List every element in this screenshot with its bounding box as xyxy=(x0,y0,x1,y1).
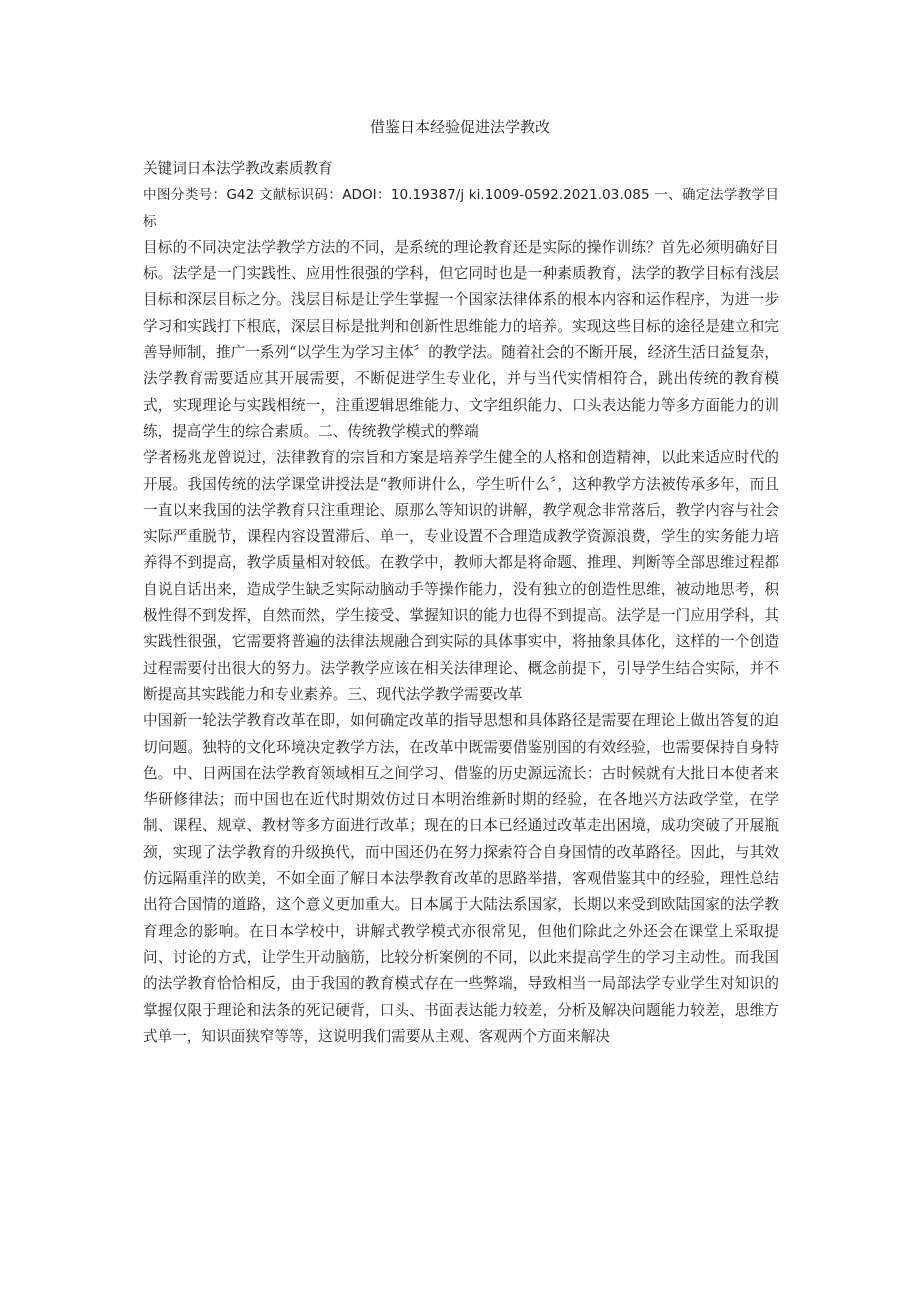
document-body xyxy=(143,156,779,1050)
document-title: 借鉴日本经验促进法学教改 xyxy=(369,118,550,136)
classification-line: 中图分类号：G42 文献标识码：ADOI：10.19387/j ki.1009-0592.2021.03.085 一、确定法学教学目标 xyxy=(143,187,779,230)
paragraph-goals: 目标的不同决定法学教学方法的不同，是系统的理论教育还是实际的操作训练？首先必须明确好目标。法学是一门实践性、应用性很强的学科，但它同时也是一种素质教育，法学的教学目标有浅层目标和深层目标之分。浅层目标是让学生掌握一个国家法律体系的根本内容和运作程序，为进一步学习和实践打下根底，深层目标是批判和创新性思维能力的培养。实现这些目标的途径是建立和完善导师制，推广一系列“以学生为学习主体〞的教学法。随着社会的不断开展，经济生活日益复杂，法学教育需要适应其开展需要，不断促进学生专业化，并与当代实情相符合，跳出传统的教育模式，实现理论与实践相统一，注重逻辑思维能力、文字组织能力、口头表达能力等多方面能力的训练，提高学生的综合素质。二、传统教学模式的弊端 xyxy=(143,238,779,440)
paragraph-traditional-model: 学者杨兆龙曾说过，法律教育的宗旨和方案是培养学生健全的人格和创造精神，以此来适应时代的开展。我国传统的法学课堂讲授法是“教师讲什么，学生听什么〞，这种教学方法被传承多年，而且一直以来我国的法学教育只注重理论、原那么等知识的讲解，教学观念非常落后，教学内容与社会实际严重脱节，课程内容设置滞后、单一，专业设置不合理造成教学资源浪费，学生的实务能力培养得不到提高，教学质量相对较低。在教学中，教师大都是将命题、推理、判断等全部思维过程都自说自话出来，造成学生缺乏实际动脑动手等操作能力，没有独立的创造性思维，被动地思考，积极性得不到发挥，自然而然，学生接受、掌握知识的能力也得不到提高。法学是一门应用学科，其实践性很强，它需要将普遍的法律法规融合到实际的具体事实中，将抽象具体化，这样的一个创造过程需要付出很大的努力。法学教学应该在相关法律理论、概念前提下，引导学生结合实际，并不断提高其实践能力和专业素养。三、现代法学教学需要改革 xyxy=(143,449,779,703)
keywords-line: 关键词日本法学教改素质教育 xyxy=(143,160,333,177)
paragraph-reform: 中国新一轮法学教育改革在即，如何确定改革的指导思想和具体路径是需要在理论上做出答复的迫切问题。独特的文化环境决定教学方法，在改革中既需要借鉴别国的有效经验，也需要保持自身特色。中、日两国在法学教育领域相互之间学习、借鉴的历史源远流长：古时候就有大批日本使者来华研修律法；而中国也在近代时期效仿过日本明治维新时期的经验，在各地兴方法政学堂，在学制、课程、规章、教材等多方面进行改革；现在的日本已经通过改革走出困境，成功突破了开展瓶颈，实现了法学教育的升级换代，而中国还仍在努力探索符合自身国情的改革路径。因此，与其效仿远隔重洋的欧美，不如全面了解日本法學教育改革的思路举措，客观借鉴其中的经验，理性总结出符合国情的道路，这个意义更加重大。日本属于大陆法系国家，长期以来受到欧陆国家的法学教育理念的影响。在日本学校中，讲解式教学模式亦很常见，但他们除此之外还会在课堂上采取提问、讨论的方式，让学生开动脑筋，比较分析案例的不同，以此来提高学生的学习主动性。而我国的法学教育恰恰相反，由于我国的教育模式存在一些弊端，导致相当一局部法学专业学生对知识的掌握仅限于理论和法条的死记硬背，口头、书面表达能力较差，分析及解决问题能力较差，思维方式单一，知识面狭窄等等，这说明我们需要从主观、客观两个方面来解决 xyxy=(143,712,779,1045)
